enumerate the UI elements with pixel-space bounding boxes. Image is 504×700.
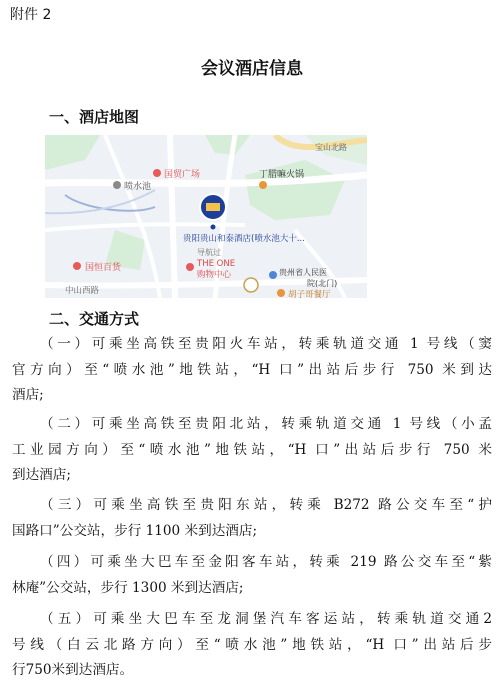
map-canvas[interactable] — [45, 135, 367, 298]
text-line: （五）可乘坐大巴车至龙洞堡汽车客运站，转乘轨道交通2 — [40, 611, 492, 627]
transport-item-1 — [12, 332, 492, 409]
text-line: 国路口”公交站，步行 1100 米到达酒店; — [12, 522, 258, 539]
hospital-poi-icon[interactable] — [269, 271, 277, 279]
text-line: 官方向）至“喷水池”地铁站，“H 口”出站后步行 750 米到达 — [12, 361, 492, 378]
text-line: 号线（白云北路方向）至“喷水池”地铁站，“H 口”出站后步 — [12, 636, 492, 653]
map-label-road: 中山西路 — [65, 286, 100, 296]
map-label-theone-sub[interactable]: 购物中心 — [197, 270, 232, 280]
transport-item-4 — [12, 550, 492, 601]
map-label-restaurant[interactable]: 胡子哥餐厅 — [288, 290, 331, 298]
metro-poi-icon[interactable] — [113, 181, 121, 189]
text-line: （二）可乘坐高铁至贵阳北站，转乘轨道交通 1 号线（小孟 — [40, 416, 492, 432]
map-label-guoheng[interactable]: 国恒百货 — [85, 263, 122, 273]
plaza-poi-icon[interactable] — [153, 169, 161, 177]
transport-item-5 — [12, 607, 492, 684]
transport-item-2 — [12, 412, 492, 489]
transport-item-3 — [12, 493, 492, 544]
map-label-hotpot[interactable]: 丁腊嘛火锅 — [259, 170, 305, 180]
section-heading-transport: 二、交通方式 — [49, 310, 140, 328]
map-label-theone[interactable]: THE ONE — [197, 259, 236, 269]
attachment-label: 附件 2 — [10, 7, 52, 23]
text-line: （四）可乘坐大巴车至金阳客车站，转乘 219 路公交车至“紫 — [40, 554, 492, 570]
text-line: （三）可乘坐高铁至贵阳东站，转乘 B272 路公交车至“护 — [40, 497, 492, 513]
text-line: 林庵”公交站，步行 1300 米到达酒店; — [12, 579, 244, 596]
text-line: （一）可乘坐高铁至贵阳火车站，转乘轨道交通 1 号线（窦 — [40, 336, 492, 352]
map-label-nav: 导航过 — [197, 248, 221, 257]
mall-poi-icon[interactable] — [73, 262, 81, 270]
hotpot-poi-icon[interactable] — [259, 181, 267, 189]
text-line: 行750米到达酒店。 — [12, 662, 134, 678]
page-title: 会议酒店信息 — [201, 59, 303, 79]
restaurant-poi-icon[interactable] — [277, 289, 285, 297]
location-button-icon[interactable] — [244, 278, 258, 292]
hotel-map[interactable] — [45, 135, 367, 298]
section-heading-map: 一、酒店地图 — [49, 108, 140, 126]
map-label-fountain[interactable]: 喷水池 — [124, 182, 152, 192]
text-line: 酒店; — [12, 387, 44, 403]
text-line: 到达酒店; — [12, 467, 71, 483]
text-line: 工业园方向）至“喷水池”地铁站，“H 口”出站后步行 750 米 — [12, 441, 492, 458]
map-label-road-top: 宝山北路 — [315, 143, 347, 152]
map-label-hospital[interactable]: 贵州省人民医 — [279, 268, 327, 277]
theone-poi-icon[interactable] — [186, 263, 194, 271]
map-label-hospital-sub: 院(北门) — [307, 279, 338, 288]
map-label-hotel[interactable]: 贵阳贵山和泰酒店(喷水池大十... — [183, 234, 305, 244]
map-label-plaza[interactable]: 国贸广场 — [164, 170, 201, 180]
